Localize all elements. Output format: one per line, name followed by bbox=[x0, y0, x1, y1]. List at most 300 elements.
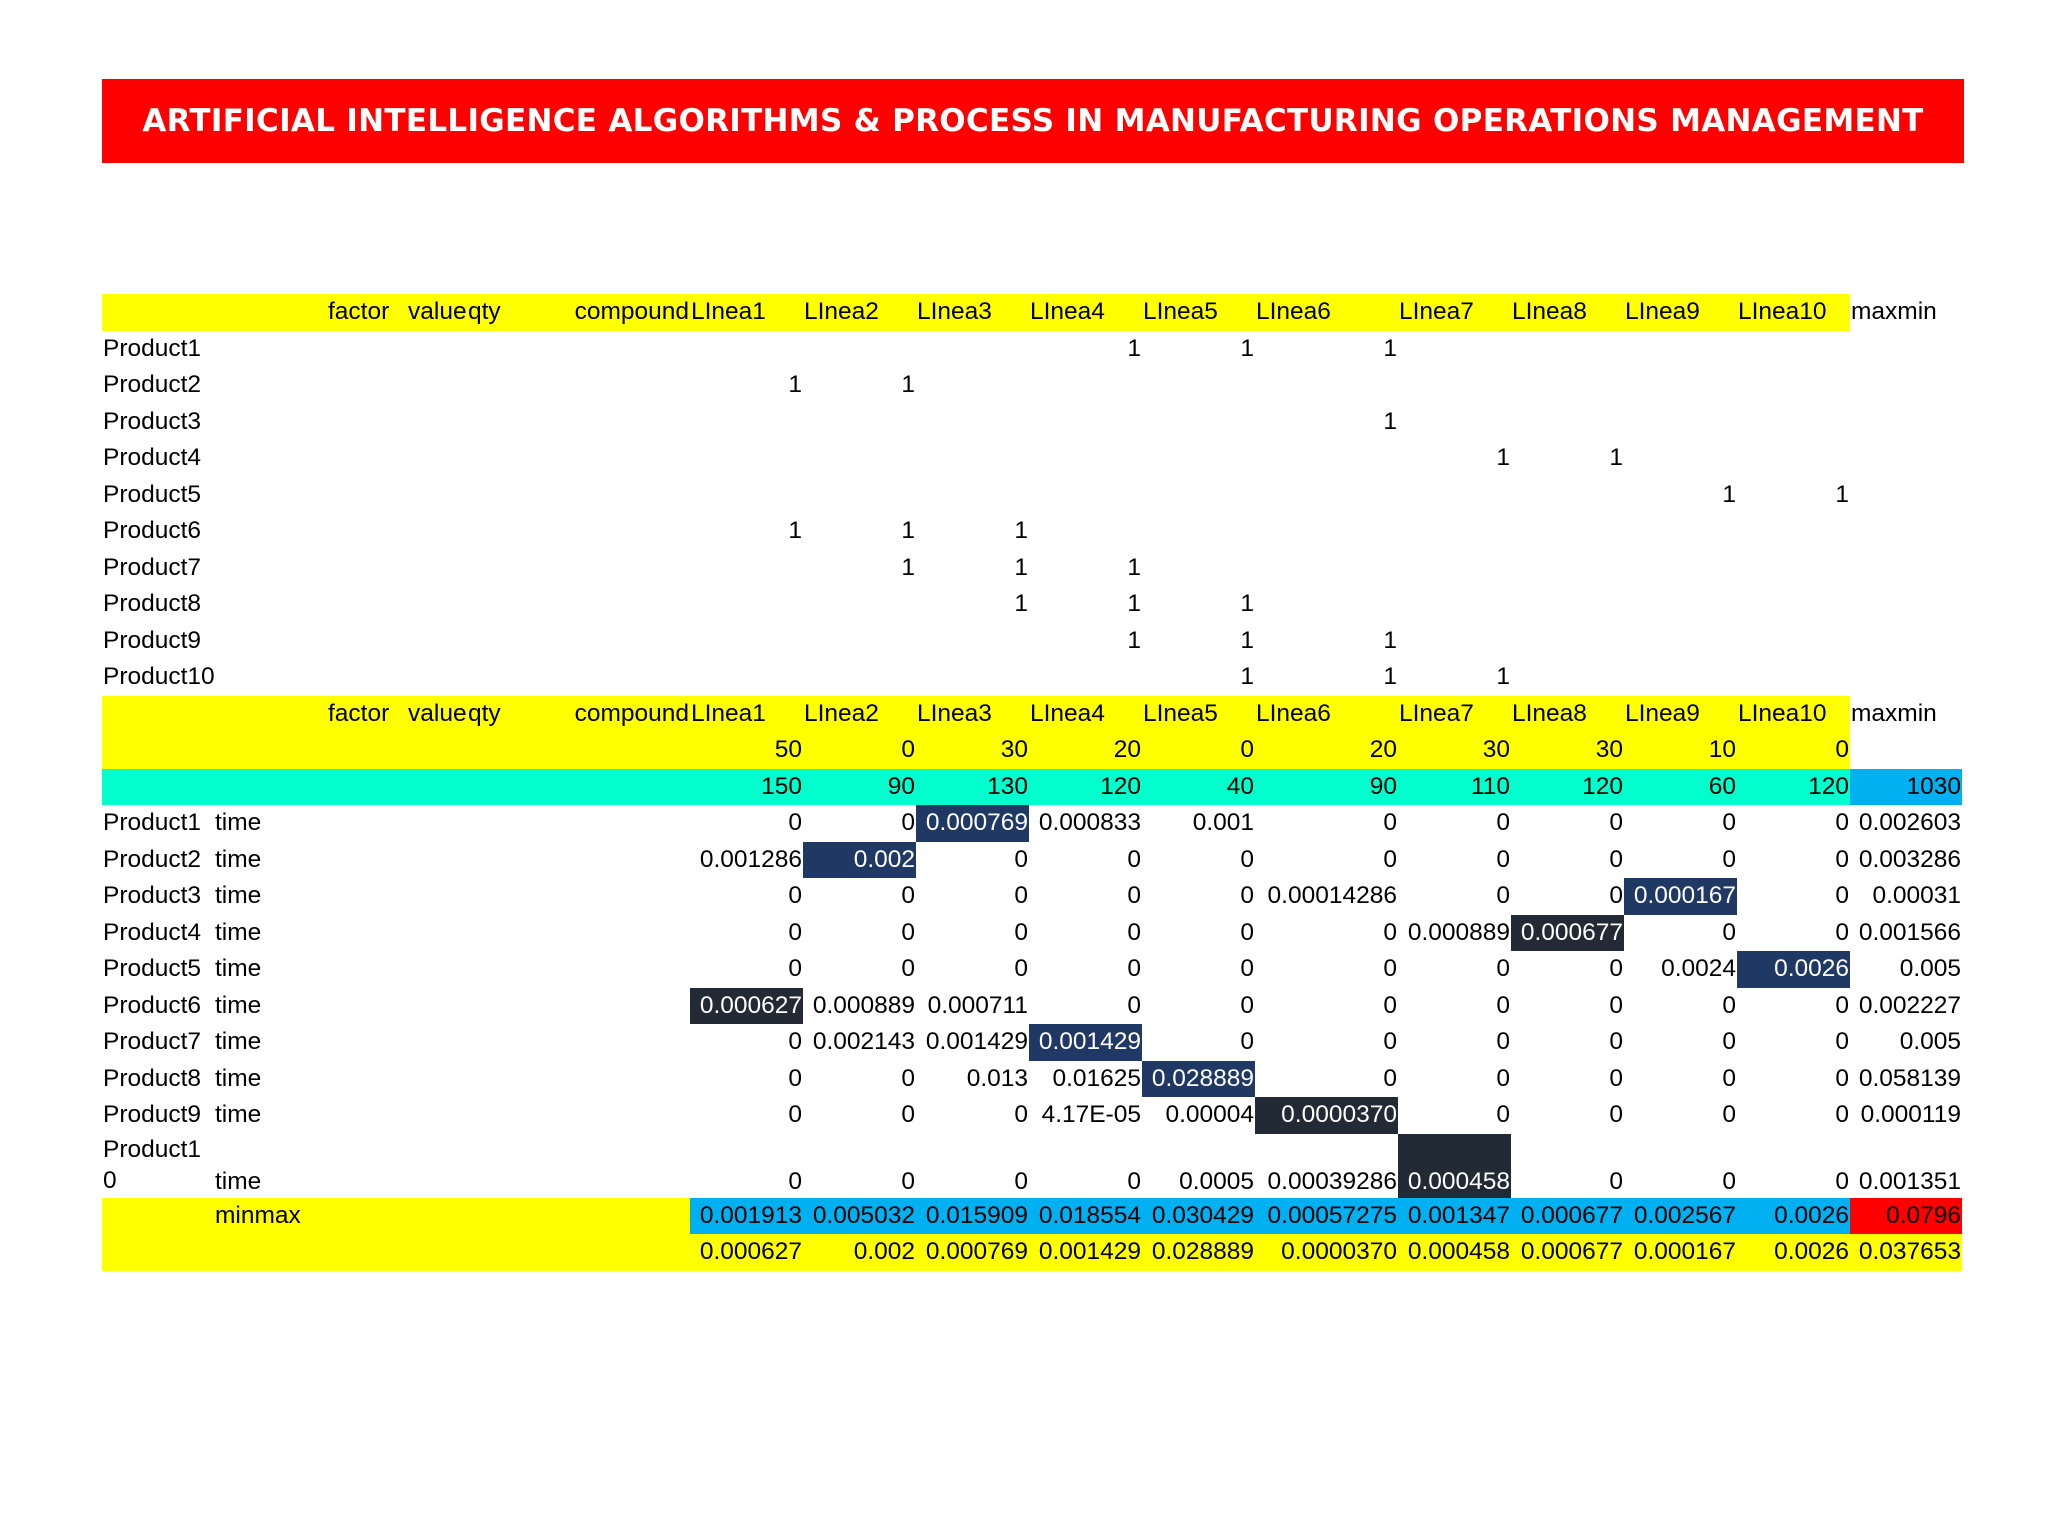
blank-cell[interactable] bbox=[547, 331, 690, 368]
time-cell[interactable]: 0 bbox=[788, 1064, 802, 1092]
blank-cell[interactable] bbox=[327, 1061, 407, 1098]
qty-cell[interactable]: 20 bbox=[1029, 732, 1142, 769]
assignment-cell[interactable] bbox=[1142, 404, 1255, 441]
time-cell[interactable]: 0.0000370 bbox=[1255, 1097, 1398, 1134]
time-label[interactable]: time bbox=[215, 955, 262, 983]
header-value[interactable]: value bbox=[407, 696, 467, 733]
assignment-cell[interactable] bbox=[1737, 659, 1850, 696]
blank-cell[interactable] bbox=[407, 769, 467, 806]
assignment-cell[interactable] bbox=[803, 659, 916, 696]
min-cell[interactable]: 0.002 bbox=[803, 1234, 916, 1271]
product-label[interactable]: Product3 bbox=[103, 407, 202, 435]
assignment-cell[interactable] bbox=[1142, 477, 1255, 514]
time-cell[interactable]: 0 bbox=[1127, 918, 1141, 946]
blank-cell[interactable] bbox=[214, 1234, 327, 1271]
blank-cell[interactable] bbox=[327, 586, 407, 623]
capacity-total[interactable]: 1030 bbox=[1850, 769, 1962, 806]
blank-cell[interactable] bbox=[214, 586, 327, 623]
time-cell[interactable]: 0.000677 bbox=[1511, 915, 1624, 952]
assignment-cell[interactable] bbox=[1029, 404, 1142, 441]
time-cell[interactable]: 0 bbox=[788, 955, 802, 983]
blank-cell[interactable] bbox=[1850, 404, 1962, 441]
header-line-9[interactable]: LInea9 bbox=[1624, 696, 1737, 733]
assignment-cell[interactable]: 1 bbox=[1240, 626, 1254, 654]
time-cell[interactable]: 0 bbox=[1383, 845, 1397, 873]
blank-cell[interactable] bbox=[407, 1024, 467, 1061]
assignment-cell[interactable] bbox=[690, 440, 803, 477]
header-value[interactable]: value bbox=[407, 294, 467, 331]
time-cell[interactable]: 0 bbox=[1609, 845, 1623, 873]
time-cell[interactable]: 0 bbox=[788, 809, 802, 837]
product-label[interactable]: Product5 bbox=[103, 480, 202, 508]
blank-cell[interactable] bbox=[327, 623, 407, 660]
assignment-cell[interactable] bbox=[1624, 550, 1737, 587]
time-cell[interactable]: 0 bbox=[1014, 882, 1028, 910]
assignment-cell[interactable] bbox=[1029, 513, 1142, 550]
time-cell[interactable]: 0.001429 bbox=[925, 1028, 1028, 1056]
blank-cell[interactable] bbox=[467, 732, 547, 769]
capacity-cell[interactable]: 60 bbox=[1624, 769, 1737, 806]
time-cell[interactable]: 0 bbox=[1383, 955, 1397, 983]
time-label[interactable]: time bbox=[215, 1064, 262, 1092]
time-cell[interactable]: 0 bbox=[1240, 1028, 1254, 1056]
blank-cell[interactable] bbox=[327, 988, 407, 1025]
blank-cell[interactable] bbox=[327, 842, 407, 879]
blank-cell[interactable] bbox=[327, 513, 407, 550]
blank-cell[interactable] bbox=[407, 1097, 467, 1134]
blank-cell[interactable] bbox=[467, 586, 547, 623]
blank-cell[interactable] bbox=[1850, 732, 1962, 769]
qty-cell[interactable]: 30 bbox=[1398, 732, 1511, 769]
time-cell[interactable]: 0 bbox=[1014, 1101, 1028, 1129]
blank-cell[interactable] bbox=[1850, 367, 1962, 404]
assignment-cell[interactable] bbox=[1737, 586, 1850, 623]
blank-cell[interactable] bbox=[327, 1134, 407, 1198]
assignment-cell[interactable]: 1 bbox=[1014, 553, 1028, 581]
blank-cell[interactable] bbox=[547, 440, 690, 477]
blank-cell[interactable] bbox=[1850, 659, 1962, 696]
assignment-cell[interactable] bbox=[1737, 513, 1850, 550]
time-cell[interactable]: 0 bbox=[1722, 991, 1736, 1019]
product-label[interactable]: Product3 bbox=[103, 882, 202, 910]
time-cell[interactable]: 0 bbox=[1496, 1028, 1510, 1056]
assignment-cell[interactable] bbox=[1142, 550, 1255, 587]
header-line-1[interactable]: LInea1 bbox=[690, 294, 803, 331]
header-qty[interactable]: qty bbox=[467, 696, 547, 733]
blank-cell[interactable] bbox=[467, 623, 547, 660]
time-cell[interactable]: 0 bbox=[1722, 1028, 1736, 1056]
blank-cell[interactable] bbox=[327, 951, 407, 988]
time-cell[interactable]: 0 bbox=[788, 918, 802, 946]
time-cell[interactable]: 0.028889 bbox=[1142, 1061, 1255, 1098]
blank-cell[interactable] bbox=[407, 878, 467, 915]
time-cell[interactable]: 0.000889 bbox=[1407, 918, 1510, 946]
time-cell[interactable]: 0 bbox=[1835, 991, 1849, 1019]
blank-cell[interactable] bbox=[102, 1198, 214, 1235]
time-cell[interactable]: 0.0005 bbox=[1179, 1167, 1254, 1195]
assignment-cell[interactable]: 1 bbox=[788, 371, 802, 399]
blank-cell[interactable] bbox=[327, 550, 407, 587]
time-cell[interactable]: 0 bbox=[1722, 918, 1736, 946]
assignment-cell[interactable]: 1 bbox=[1240, 590, 1254, 618]
minmax-cell[interactable]: 0.030429 bbox=[1142, 1198, 1255, 1235]
qty-cell[interactable]: 10 bbox=[1624, 732, 1737, 769]
blank-cell[interactable] bbox=[407, 988, 467, 1025]
assignment-cell[interactable]: 1 bbox=[1835, 480, 1849, 508]
time-cell[interactable]: 0 bbox=[1127, 845, 1141, 873]
minmax-cell[interactable]: 0.0026 bbox=[1737, 1198, 1850, 1235]
header-blank[interactable] bbox=[214, 696, 327, 733]
assignment-cell[interactable] bbox=[1029, 440, 1142, 477]
header-blank[interactable] bbox=[102, 696, 214, 733]
product-label[interactable]: Product9 bbox=[103, 626, 202, 654]
header-line-6[interactable]: LInea6 bbox=[1255, 294, 1398, 331]
blank-cell[interactable] bbox=[467, 659, 547, 696]
assignment-cell[interactable] bbox=[916, 440, 1029, 477]
time-cell[interactable]: 0 bbox=[1722, 1064, 1736, 1092]
assignment-cell[interactable]: 1 bbox=[1496, 663, 1510, 691]
time-cell[interactable]: 0.000458 bbox=[1398, 1134, 1511, 1198]
time-cell[interactable]: 0 bbox=[1383, 991, 1397, 1019]
qty-cell[interactable]: 0 bbox=[1737, 732, 1850, 769]
header-qty[interactable]: qty bbox=[467, 294, 547, 331]
blank-cell[interactable] bbox=[214, 367, 327, 404]
time-cell[interactable]: 0 bbox=[1835, 1028, 1849, 1056]
min-cell[interactable]: 0.000458 bbox=[1398, 1234, 1511, 1271]
capacity-cell[interactable]: 110 bbox=[1398, 769, 1511, 806]
blank-cell[interactable] bbox=[407, 477, 467, 514]
blank-cell[interactable] bbox=[327, 404, 407, 441]
assignment-cell[interactable] bbox=[1737, 440, 1850, 477]
time-cell[interactable]: 0 bbox=[1609, 991, 1623, 1019]
time-cell[interactable]: 0 bbox=[901, 1064, 915, 1092]
assignment-cell[interactable] bbox=[916, 477, 1029, 514]
blank-cell[interactable] bbox=[327, 477, 407, 514]
product-label[interactable]: Product10 bbox=[103, 663, 215, 691]
time-label[interactable]: time bbox=[215, 1167, 262, 1195]
header-factor[interactable]: factor bbox=[327, 696, 407, 733]
time-cell[interactable]: 0 bbox=[1496, 845, 1510, 873]
assignment-cell[interactable] bbox=[916, 404, 1029, 441]
min-cell[interactable]: 0.001429 bbox=[1029, 1234, 1142, 1271]
header-line-2[interactable]: LInea2 bbox=[803, 696, 916, 733]
blank-cell[interactable] bbox=[214, 769, 327, 806]
time-cell[interactable]: 0 bbox=[1609, 1028, 1623, 1056]
header-maxmin[interactable]: maxmin bbox=[1851, 699, 1937, 727]
blank-cell[interactable] bbox=[214, 732, 327, 769]
assignment-cell[interactable] bbox=[1255, 513, 1398, 550]
blank-cell[interactable] bbox=[407, 951, 467, 988]
blank-cell[interactable] bbox=[327, 1024, 407, 1061]
time-cell[interactable]: 0 bbox=[1240, 882, 1254, 910]
blank-cell[interactable] bbox=[467, 988, 547, 1025]
blank-cell[interactable] bbox=[102, 769, 214, 806]
header-blank[interactable] bbox=[102, 294, 214, 331]
product-label[interactable] bbox=[102, 1134, 214, 1198]
blank-cell[interactable] bbox=[467, 550, 547, 587]
time-cell[interactable]: 0 bbox=[1496, 991, 1510, 1019]
time-cell[interactable]: 0 bbox=[788, 882, 802, 910]
time-cell[interactable]: 0.00014286 bbox=[1267, 882, 1397, 910]
header-line-3[interactable]: LInea3 bbox=[916, 696, 1029, 733]
blank-cell[interactable] bbox=[547, 1024, 690, 1061]
time-cell[interactable]: 0.0024 bbox=[1661, 955, 1736, 983]
assignment-cell[interactable] bbox=[1737, 550, 1850, 587]
blank-cell[interactable] bbox=[327, 331, 407, 368]
capacity-cell[interactable]: 40 bbox=[1142, 769, 1255, 806]
blank-cell[interactable] bbox=[547, 1234, 690, 1271]
assignment-cell[interactable] bbox=[1624, 586, 1737, 623]
blank-cell[interactable] bbox=[214, 404, 327, 441]
time-cell[interactable]: 0 bbox=[1014, 1167, 1028, 1195]
time-cell[interactable]: 0.00004 bbox=[1165, 1101, 1254, 1129]
assignment-cell[interactable] bbox=[1511, 367, 1624, 404]
product-label[interactable]: Product2 bbox=[103, 845, 202, 873]
qty-cell[interactable]: 20 bbox=[1255, 732, 1398, 769]
product-label[interactable]: Product7 bbox=[103, 553, 202, 581]
blank-cell[interactable] bbox=[407, 805, 467, 842]
assignment-cell[interactable] bbox=[1511, 404, 1624, 441]
time-cell[interactable]: 0.002 bbox=[803, 842, 916, 879]
header-line-2[interactable]: LInea2 bbox=[803, 294, 916, 331]
blank-cell[interactable] bbox=[407, 659, 467, 696]
product-label[interactable]: Product5 bbox=[103, 955, 202, 983]
header-compound[interactable]: compound bbox=[547, 294, 690, 331]
blank-cell[interactable] bbox=[327, 440, 407, 477]
assignment-cell[interactable]: 1 bbox=[1127, 553, 1141, 581]
assignment-cell[interactable] bbox=[1398, 404, 1511, 441]
blank-cell[interactable] bbox=[547, 659, 690, 696]
assignment-cell[interactable] bbox=[1624, 367, 1737, 404]
header-line-10[interactable]: LInea10 bbox=[1737, 696, 1850, 733]
assignment-cell[interactable] bbox=[1398, 623, 1511, 660]
time-cell[interactable]: 0 bbox=[1014, 955, 1028, 983]
time-label[interactable]: time bbox=[215, 809, 262, 837]
blank-cell[interactable] bbox=[547, 513, 690, 550]
product-label[interactable]: Product4 bbox=[103, 918, 202, 946]
min-cell[interactable]: 0.028889 bbox=[1142, 1234, 1255, 1271]
time-cell[interactable]: 0.001429 bbox=[1029, 1024, 1142, 1061]
blank-cell[interactable] bbox=[407, 513, 467, 550]
header-maxmin[interactable]: maxmin bbox=[1851, 298, 1937, 326]
blank-cell[interactable] bbox=[467, 915, 547, 952]
qty-cell[interactable]: 0 bbox=[1142, 732, 1255, 769]
assignment-cell[interactable]: 1 bbox=[1383, 407, 1397, 435]
blank-cell[interactable] bbox=[102, 1234, 214, 1271]
assignment-cell[interactable] bbox=[1398, 550, 1511, 587]
blank-cell[interactable] bbox=[214, 513, 327, 550]
time-cell[interactable]: 0 bbox=[788, 1167, 802, 1195]
blank-cell[interactable] bbox=[214, 659, 327, 696]
minmax-cell[interactable]: 0.015909 bbox=[916, 1198, 1029, 1235]
time-cell[interactable]: 0.000833 bbox=[1038, 809, 1141, 837]
assignment-cell[interactable]: 1 bbox=[1127, 626, 1141, 654]
header-line-9[interactable]: LInea9 bbox=[1624, 294, 1737, 331]
time-cell[interactable]: 0 bbox=[1240, 991, 1254, 1019]
assignment-cell[interactable]: 1 bbox=[1014, 590, 1028, 618]
time-row-max[interactable]: 0.001351 bbox=[1858, 1167, 1961, 1195]
assignment-cell[interactable]: 1 bbox=[1240, 663, 1254, 691]
time-row-max[interactable]: 0.005 bbox=[1899, 955, 1961, 983]
assignment-cell[interactable] bbox=[803, 623, 916, 660]
time-cell[interactable]: 0 bbox=[1496, 882, 1510, 910]
blank-cell[interactable] bbox=[407, 404, 467, 441]
blank-cell[interactable] bbox=[547, 1061, 690, 1098]
qty-cell[interactable]: 50 bbox=[690, 732, 803, 769]
time-cell[interactable]: 0 bbox=[1496, 809, 1510, 837]
blank-cell[interactable] bbox=[467, 1134, 547, 1198]
time-label[interactable]: time bbox=[215, 1028, 262, 1056]
time-cell[interactable]: 0 bbox=[1240, 845, 1254, 873]
time-cell[interactable]: 0 bbox=[1722, 1167, 1736, 1195]
blank-cell[interactable] bbox=[547, 878, 690, 915]
blank-cell[interactable] bbox=[547, 1134, 690, 1198]
assignment-cell[interactable] bbox=[1624, 404, 1737, 441]
blank-cell[interactable] bbox=[407, 331, 467, 368]
blank-cell[interactable] bbox=[547, 988, 690, 1025]
product-label[interactable]: Product4 bbox=[103, 444, 202, 472]
blank-cell[interactable] bbox=[214, 550, 327, 587]
time-cell[interactable]: 0 bbox=[1127, 991, 1141, 1019]
blank-cell[interactable] bbox=[327, 915, 407, 952]
assignment-cell[interactable] bbox=[1511, 586, 1624, 623]
assignment-cell[interactable]: 1 bbox=[1383, 626, 1397, 654]
blank-cell[interactable] bbox=[547, 915, 690, 952]
time-cell[interactable]: 0 bbox=[1127, 882, 1141, 910]
blank-cell[interactable] bbox=[407, 842, 467, 879]
blank-cell[interactable] bbox=[1850, 331, 1962, 368]
assignment-cell[interactable] bbox=[1255, 477, 1398, 514]
minmax-cell[interactable]: 0.001913 bbox=[690, 1198, 803, 1235]
assignment-cell[interactable]: 1 bbox=[1240, 334, 1254, 362]
blank-cell[interactable] bbox=[547, 805, 690, 842]
min-cell[interactable]: 0.000627 bbox=[690, 1234, 803, 1271]
header-line-8[interactable]: LInea8 bbox=[1511, 696, 1624, 733]
time-cell[interactable]: 0 bbox=[1609, 809, 1623, 837]
header-line-4[interactable]: LInea4 bbox=[1029, 696, 1142, 733]
blank-cell[interactable] bbox=[547, 842, 690, 879]
assignment-cell[interactable] bbox=[1255, 440, 1398, 477]
assignment-cell[interactable] bbox=[1142, 513, 1255, 550]
time-cell[interactable]: 0 bbox=[1722, 809, 1736, 837]
assignment-cell[interactable] bbox=[1255, 550, 1398, 587]
header-line-4[interactable]: LInea4 bbox=[1029, 294, 1142, 331]
assignment-cell[interactable] bbox=[690, 586, 803, 623]
time-cell[interactable]: 0 bbox=[1383, 1064, 1397, 1092]
assignment-cell[interactable] bbox=[1624, 659, 1737, 696]
assignment-cell[interactable] bbox=[803, 477, 916, 514]
time-cell[interactable]: 0 bbox=[1835, 1101, 1849, 1129]
time-cell[interactable]: 0 bbox=[1240, 955, 1254, 983]
assignment-cell[interactable] bbox=[1511, 623, 1624, 660]
time-cell[interactable]: 0 bbox=[1835, 809, 1849, 837]
time-cell[interactable]: 0.000889 bbox=[812, 991, 915, 1019]
blank-cell[interactable] bbox=[407, 732, 467, 769]
time-cell[interactable]: 0 bbox=[901, 1101, 915, 1129]
assignment-cell[interactable] bbox=[1398, 477, 1511, 514]
assignment-cell[interactable] bbox=[1737, 623, 1850, 660]
time-cell[interactable]: 0 bbox=[1722, 845, 1736, 873]
blank-cell[interactable] bbox=[467, 1234, 547, 1271]
minmax-cell[interactable]: 0.005032 bbox=[803, 1198, 916, 1235]
assignment-cell[interactable]: 1 bbox=[1383, 334, 1397, 362]
assignment-cell[interactable] bbox=[916, 623, 1029, 660]
assignment-cell[interactable] bbox=[690, 404, 803, 441]
blank-cell[interactable] bbox=[547, 1198, 690, 1235]
blank-cell[interactable] bbox=[327, 1097, 407, 1134]
header-blank[interactable] bbox=[214, 294, 327, 331]
assignment-cell[interactable] bbox=[1029, 659, 1142, 696]
min-cell[interactable]: 0.0026 bbox=[1737, 1234, 1850, 1271]
capacity-cell[interactable]: 90 bbox=[803, 769, 916, 806]
assignment-cell[interactable]: 1 bbox=[1609, 444, 1623, 472]
blank-cell[interactable] bbox=[407, 1134, 467, 1198]
blank-cell[interactable] bbox=[407, 623, 467, 660]
time-cell[interactable]: 0 bbox=[901, 1167, 915, 1195]
header-line-5[interactable]: LInea5 bbox=[1142, 294, 1255, 331]
blank-cell[interactable] bbox=[467, 513, 547, 550]
blank-cell[interactable] bbox=[327, 878, 407, 915]
minmax-cell[interactable]: 0.000677 bbox=[1511, 1198, 1624, 1235]
assignment-cell[interactable] bbox=[1737, 367, 1850, 404]
blank-cell[interactable] bbox=[547, 404, 690, 441]
time-cell[interactable]: 0 bbox=[1835, 882, 1849, 910]
time-cell[interactable]: 0.001 bbox=[1192, 809, 1254, 837]
time-row-max[interactable]: 0.001566 bbox=[1858, 918, 1961, 946]
assignment-cell[interactable] bbox=[1624, 440, 1737, 477]
assignment-cell[interactable]: 1 bbox=[788, 517, 802, 545]
minmax-cell[interactable]: 0.018554 bbox=[1029, 1198, 1142, 1235]
time-cell[interactable]: 0 bbox=[1383, 1028, 1397, 1056]
assignment-cell[interactable] bbox=[1255, 586, 1398, 623]
blank-cell[interactable] bbox=[327, 659, 407, 696]
assignment-cell[interactable]: 1 bbox=[1127, 590, 1141, 618]
blank-cell[interactable] bbox=[407, 1234, 467, 1271]
time-cell[interactable]: 0 bbox=[901, 882, 915, 910]
blank-cell[interactable] bbox=[1850, 550, 1962, 587]
assignment-cell[interactable] bbox=[690, 331, 803, 368]
product-label[interactable]: Product8 bbox=[103, 590, 202, 618]
assignment-cell[interactable] bbox=[916, 659, 1029, 696]
time-cell[interactable]: 0.000711 bbox=[927, 991, 1028, 1019]
assignment-cell[interactable] bbox=[690, 550, 803, 587]
assignment-cell[interactable]: 1 bbox=[1127, 334, 1141, 362]
time-row-max[interactable]: 0.000119 bbox=[1860, 1101, 1961, 1129]
header-line-1[interactable]: LInea1 bbox=[690, 696, 803, 733]
assignment-cell[interactable]: 1 bbox=[901, 371, 915, 399]
blank-cell[interactable] bbox=[327, 1234, 407, 1271]
time-cell[interactable]: 0.000167 bbox=[1624, 878, 1737, 915]
time-row-max[interactable]: 0.002227 bbox=[1858, 991, 1961, 1019]
blank-cell[interactable] bbox=[547, 586, 690, 623]
time-cell[interactable]: 0 bbox=[1835, 845, 1849, 873]
product-label[interactable]: Product1 bbox=[103, 809, 202, 837]
blank-cell[interactable] bbox=[1850, 586, 1962, 623]
minmax-cell[interactable]: 0.001347 bbox=[1398, 1198, 1511, 1235]
header-line-5[interactable]: LInea5 bbox=[1142, 696, 1255, 733]
blank-cell[interactable] bbox=[327, 805, 407, 842]
time-cell[interactable]: 0 bbox=[1496, 1101, 1510, 1129]
blank-cell[interactable] bbox=[1850, 477, 1962, 514]
blank-cell[interactable] bbox=[214, 477, 327, 514]
assignment-cell[interactable] bbox=[690, 659, 803, 696]
time-cell[interactable]: 0 bbox=[1835, 1167, 1849, 1195]
assignment-cell[interactable] bbox=[803, 440, 916, 477]
product-label[interactable]: Product9 bbox=[103, 1101, 202, 1129]
blank-cell[interactable] bbox=[467, 769, 547, 806]
blank-cell[interactable] bbox=[214, 331, 327, 368]
time-cell[interactable]: 0.000627 bbox=[690, 988, 803, 1025]
